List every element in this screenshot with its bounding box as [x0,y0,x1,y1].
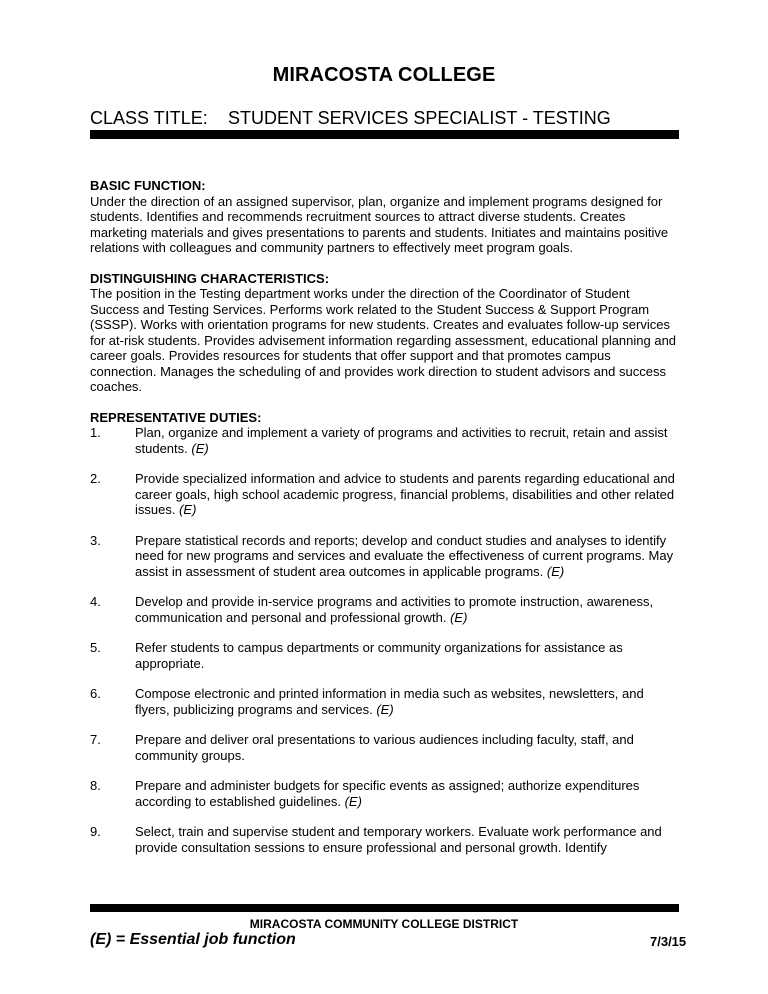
duty-description: Compose electronic and printed information in media such as websites, newsletters, and flyers, publicizing programs and services. [135,686,644,717]
duty-description: Prepare and deliver oral presentations to various audiences including faculty, staff, and community groups. [135,732,634,763]
duty-description: Select, train and supervise student and temporary workers. Evaluate work performance and provide consultation sessions to ensure professional and personal growth. Identify [135,824,662,855]
distinguishing-section [90,271,680,395]
footer-divider [90,904,679,912]
duties-section [90,410,680,856]
essential-function-legend: (E) = Essential job function [90,931,296,948]
duty-number: 8. [90,778,101,793]
class-title-line [90,108,611,129]
duty-item [90,425,680,456]
duty-item [90,594,680,625]
duty-number: 4. [90,594,101,609]
duty-description: Plan, organize and implement a variety of programs and activities to recruit, retain and assist students. [135,425,668,456]
basic-function-section [90,178,680,256]
duty-description: Prepare statistical records and reports; develop and conduct studies and analyses to identify need for new programs and services and evaluate the effectiveness of current programs. May assist in assessment of student area outcomes in applicable programs. [135,532,674,579]
revision-date: 7/3/15 [650,934,687,949]
duty-text [135,471,680,518]
duty-number: 2. [90,471,101,486]
class-title-value: STUDENT SERVICES SPECIALIST - TESTING [228,108,611,128]
duty-text [135,824,680,855]
duty-number: 7. [90,732,101,747]
duty-item [90,471,680,518]
duty-description: Develop and provide in-service programs and activities to promote instruction, awareness, communication and personal and professional growth. [135,594,654,625]
duty-item [90,686,680,717]
duty-description: Refer students to campus departments or community organizations for assistance as appropriate. [135,640,623,671]
essential-marker: (E) [179,502,197,517]
duty-text [135,425,680,456]
duty-number: 3. [90,532,101,548]
duty-text [135,686,680,717]
duty-text [135,533,680,580]
essential-marker: (E) [450,609,468,625]
duty-item [90,533,680,580]
essential-marker: (E) [191,440,209,456]
duty-item [90,778,680,809]
duty-text [135,594,680,625]
footer-district: MIRACOSTA COMMUNITY COLLEGE DISTRICT [249,917,519,931]
duty-list [90,425,680,855]
essential-marker: (E) [376,701,394,717]
basic-function-text: Under the direction of an assigned supervisor, plan, organize and implement programs designed for students. Identifies and recommends recruitment sources to attract diverse students. Creates marketing materials and gives presentations to parents and students. Initiates and maintains positive relations with colleagues and community partners to effectively meet program goals. [90,193,669,255]
essential-marker: (E) [546,563,565,579]
duty-text [135,640,680,671]
duty-number: 6. [90,686,101,701]
duty-item [90,640,680,671]
duties-heading: REPRESENTATIVE DUTIES: [90,409,262,425]
header-divider [90,130,679,139]
duty-description: Provide specialized information and advice to students and parents regarding educational and career goals, high school academic progress, financial problems, disabilities and other related issues. [135,471,675,517]
document-body [90,178,680,870]
duty-item [90,732,680,763]
basic-function-heading: BASIC FUNCTION: [90,178,206,193]
page-title: MIRACOSTA COLLEGE [272,64,496,86]
duty-number: 9. [90,824,101,839]
duty-text [135,732,680,763]
duty-description: Prepare and administer budgets for specific events as assigned; authorize expenditures according to established guidelines. [135,778,640,809]
duty-item [90,824,680,855]
duty-text [135,778,680,809]
distinguishing-text: The position in the Testing department works under the direction of the Coordinator of Student Success and Testing Services. Performs work related to the Student Success & Support Program (SSSP). Works with orientation programs for new students. Creates and evaluates follow-up services for at-risk students. Provides advisement information regarding assessment, educational planning and career goals. Provides resources for students that offer support and that promotes campus connection. Manages the scheduling of and provides work direction to student advisors and success coaches. [90,286,677,394]
class-title-label: CLASS TITLE: [90,108,208,128]
duty-number: 5. [90,640,101,655]
distinguishing-heading: DISTINGUISHING CHARACTERISTICS: [90,270,330,286]
essential-marker: (E) [344,793,362,809]
duty-number: 1. [90,425,101,440]
